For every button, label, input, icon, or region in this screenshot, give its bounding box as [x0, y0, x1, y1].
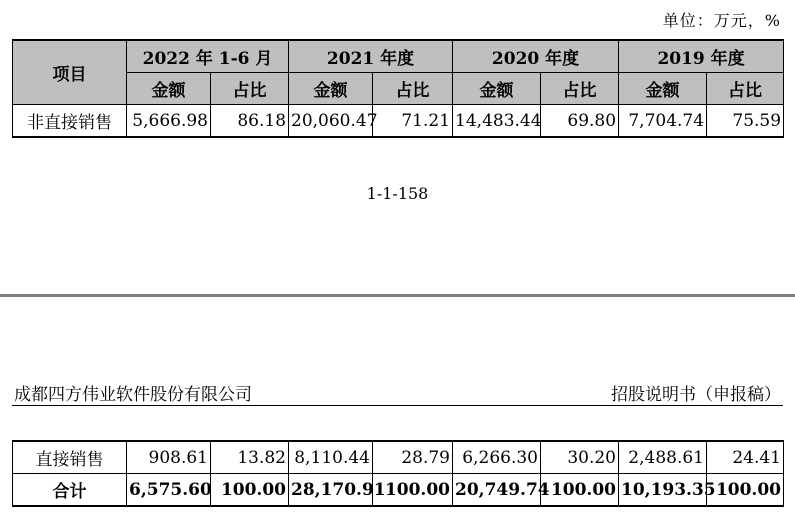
- table-cell: 69.80: [541, 105, 619, 138]
- unit-note: 单位：万元，%: [662, 11, 781, 30]
- table-row: [13, 105, 784, 138]
- table-cell: 100.00: [707, 474, 784, 507]
- table-cell: 28.79: [373, 441, 453, 474]
- table-cell: 20,749.74: [453, 474, 541, 507]
- row-label: 合计: [13, 474, 127, 507]
- header-rule: [12, 405, 783, 406]
- ratio-header: 占比: [541, 73, 619, 105]
- period-header-2019: 2019 年度: [619, 40, 784, 73]
- table-cell: 24.41: [707, 441, 784, 474]
- amount-header: 金额: [619, 73, 707, 105]
- table-cell: 100.00: [211, 474, 289, 507]
- table-cell: 10,193.35: [619, 474, 707, 507]
- sales-table-bottom: [12, 440, 784, 507]
- row-label: 直接销售: [13, 441, 127, 474]
- ratio-header: 占比: [707, 73, 784, 105]
- table-cell: 20,060.47: [289, 105, 373, 138]
- header-row-periods: [13, 40, 784, 73]
- table-cell: 100.00: [373, 474, 453, 507]
- table-cell: 6,266.30: [453, 441, 541, 474]
- ratio-header: 占比: [373, 73, 453, 105]
- period-header-2020: 2020 年度: [453, 40, 619, 73]
- table-cell: 5,666.98: [127, 105, 211, 138]
- table-cell: 2,488.61: [619, 441, 707, 474]
- table-cell: 71.21: [373, 105, 453, 138]
- row-label: 非直接销售: [13, 105, 127, 138]
- table-cell: 6,575.60: [127, 474, 211, 507]
- document-type: 招股说明书（申报稿）: [611, 385, 781, 405]
- page-break-divider: [0, 294, 795, 297]
- table-row: [13, 441, 784, 474]
- amount-header: 金额: [289, 73, 373, 105]
- period-header-2021: 2021 年度: [289, 40, 453, 73]
- total-row: [13, 474, 784, 507]
- table-cell: 908.61: [127, 441, 211, 474]
- table-cell: 75.59: [707, 105, 784, 138]
- table-cell: 7,704.74: [619, 105, 707, 138]
- period-header-2022h1: 2022 年 1-6 月: [127, 40, 289, 73]
- page-number: 1-1-158: [366, 184, 429, 203]
- table-cell: 28,170.91: [289, 474, 373, 507]
- ratio-header: 占比: [211, 73, 289, 105]
- header-row-metrics: [13, 73, 784, 105]
- table-cell: 86.18: [211, 105, 289, 138]
- table-cell: 13.82: [211, 441, 289, 474]
- table-cell: 30.20: [541, 441, 619, 474]
- table-cell: 100.00: [541, 474, 619, 507]
- item-header: 项目: [13, 40, 127, 105]
- company-name: 成都四方伟业软件股份有限公司: [14, 385, 252, 405]
- amount-header: 金额: [453, 73, 541, 105]
- sales-table-top: [12, 39, 784, 138]
- table-cell: 14,483.44: [453, 105, 541, 138]
- amount-header: 金额: [127, 73, 211, 105]
- table-cell: 8,110.44: [289, 441, 373, 474]
